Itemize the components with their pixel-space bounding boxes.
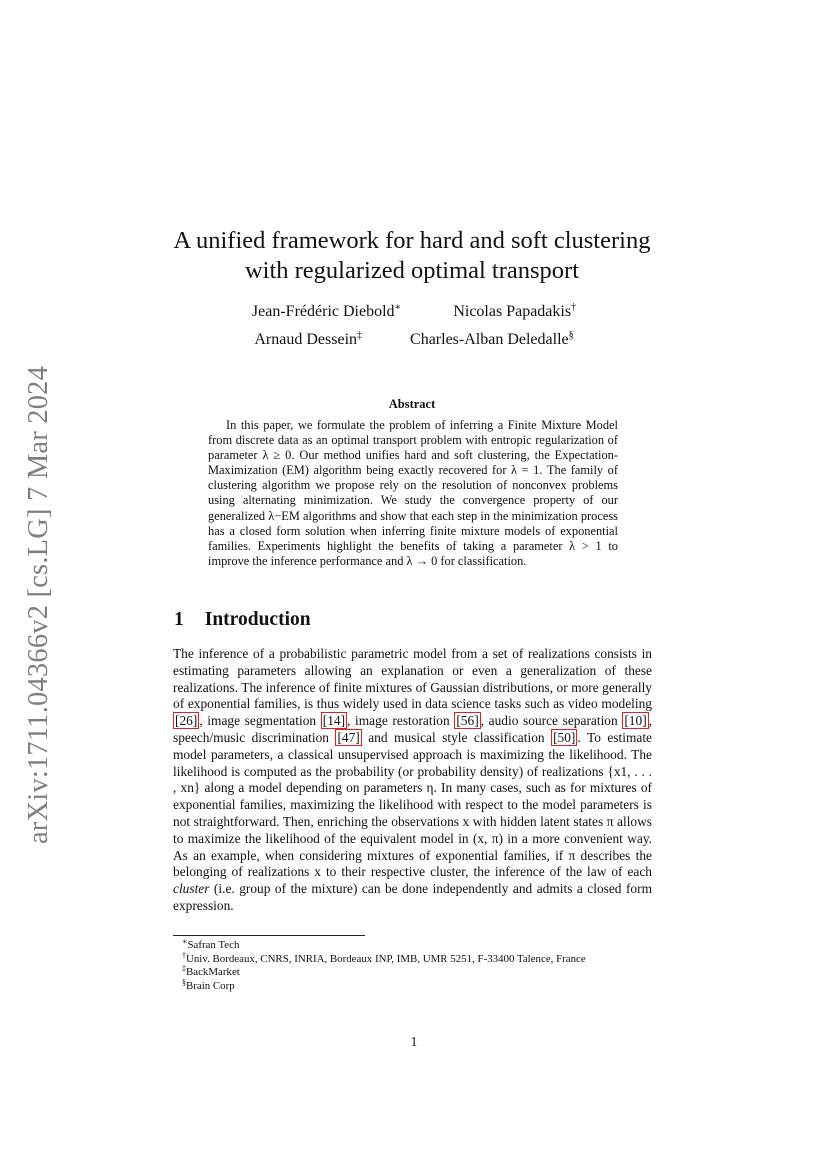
paper-title (130, 226, 694, 286)
section-heading (174, 609, 311, 631)
footnote-mark: † (182, 950, 186, 960)
section-number: 1 (174, 609, 184, 630)
title-line-2: with regularized optimal transport (244, 257, 580, 284)
author-mark: ‡ (357, 330, 363, 341)
page-number: 1 (410, 1034, 418, 1049)
text-run: , speech/music discrimination (173, 713, 653, 745)
footnote-text: Univ. Bordeaux, CNRS, INRIA, Bordeaux INP, IMB, UMR 5251, F-33400 Talence, France (186, 952, 586, 965)
footnote-mark: § (182, 977, 186, 987)
text-run: , image restoration (347, 713, 455, 729)
text-run: , image segmentation (199, 713, 321, 729)
abstract-heading: Abstract (388, 397, 436, 411)
footnotes (173, 939, 652, 993)
author (252, 303, 401, 321)
footnote (173, 950, 652, 967)
citation-link[interactable]: [10] (624, 713, 647, 729)
footnote (173, 966, 652, 980)
citation-link[interactable]: [56] (456, 713, 479, 729)
citation-link[interactable]: [14] (322, 713, 346, 729)
footnote-text: BackMarket (186, 966, 240, 979)
author (410, 331, 574, 349)
arxiv-identifier-stamp (19, 365, 59, 845)
author (453, 303, 576, 321)
author-name: Jean-Frédéric Diebold (251, 303, 395, 320)
footnote (173, 939, 652, 953)
author-row-1 (160, 303, 668, 321)
author-mark: † (571, 302, 577, 313)
text-run: , audio source separation (480, 713, 623, 729)
citation-link[interactable]: [47] (337, 729, 360, 745)
text-run: . To estimate model parameters, a classical unsupervised approach is maximizing the likelihood. The likelihood is computed as the probability (or probability density) of realizations {x1, . . . , xn} along a model depending on parameters η. In many cases, such as for mixtures of exponential families, maximizing the likelihood with respect to the model parameters is not straightforward. Then, enriching the observations x with hidden latent states π allows to maximize the likelihood of the equivalent model in (x, π) in a more convenient way. As an example, when considering mixtures of exponential families, if π describes the belonging of realizations x to their respective cluster, the inference of the law of each (173, 729, 652, 880)
footnote-divider (173, 935, 365, 936)
author (254, 331, 362, 349)
introduction-paragraph (173, 646, 652, 915)
author-row-2 (160, 331, 668, 349)
text-run: and musical style classification (361, 729, 552, 745)
arxiv-stamp-text: arXiv:1711.04366v2 [cs.LG] 7 Mar 2024 (23, 365, 55, 845)
abstract-text: In this paper, we formulate the problem of inferring a Finite Mixture Model from discrete data as an optimal transport problem with entropic regularization of parameter λ ≥ 0. Our method unifies hard and soft clustering, the Expectation-Maximization (EM) algorithm being exactly recovered for λ = 1. The family of clustering algorithm we propose rely on the resolution of nonconvex problems using alternating minimization. We study the convergence property of our generalized λ−EM algorithms and show that each step in the minimization process has a closed form solution when inferring finite mixture models of exponential families. Experiments highlight the benefits of taking a parameter λ > 1 to improve the inference performance and λ → 0 for classification. (208, 418, 618, 568)
title-line-1: A unified framework for hard and soft clustering (173, 227, 651, 254)
text-run: The inference of a probabilistic parametric model from a set of realizations consists in estimating parameters allowing an explanation or even a generalization of these realizations. The inference of finite mixtures of Gaussian distributions, or more generally of exponential families, is thus widely used in data science tasks such as video modeling (173, 646, 652, 712)
author-name: Nicolas Papadakis (453, 303, 572, 320)
author-name: Arnaud Dessein (254, 331, 358, 348)
footnote-text: Brain Corp (186, 979, 235, 992)
footnote-text: Safran Tech (187, 939, 240, 951)
footnote (173, 977, 652, 994)
emphasized-term: cluster (173, 881, 210, 897)
author-name: Charles-Alban Deledalle (410, 331, 569, 348)
citation-link[interactable]: [26] (175, 713, 198, 729)
citation-link[interactable]: [50] (553, 729, 576, 745)
footnote-mark: ∗ (182, 937, 188, 946)
author-mark: § (568, 330, 574, 341)
footnote-mark: ‡ (182, 964, 186, 974)
text-run: (i.e. group of the mixture) can be done independently and admits a closed form expression. (173, 881, 652, 913)
section-title: Introduction (204, 609, 311, 630)
author-mark: ∗ (394, 302, 402, 313)
